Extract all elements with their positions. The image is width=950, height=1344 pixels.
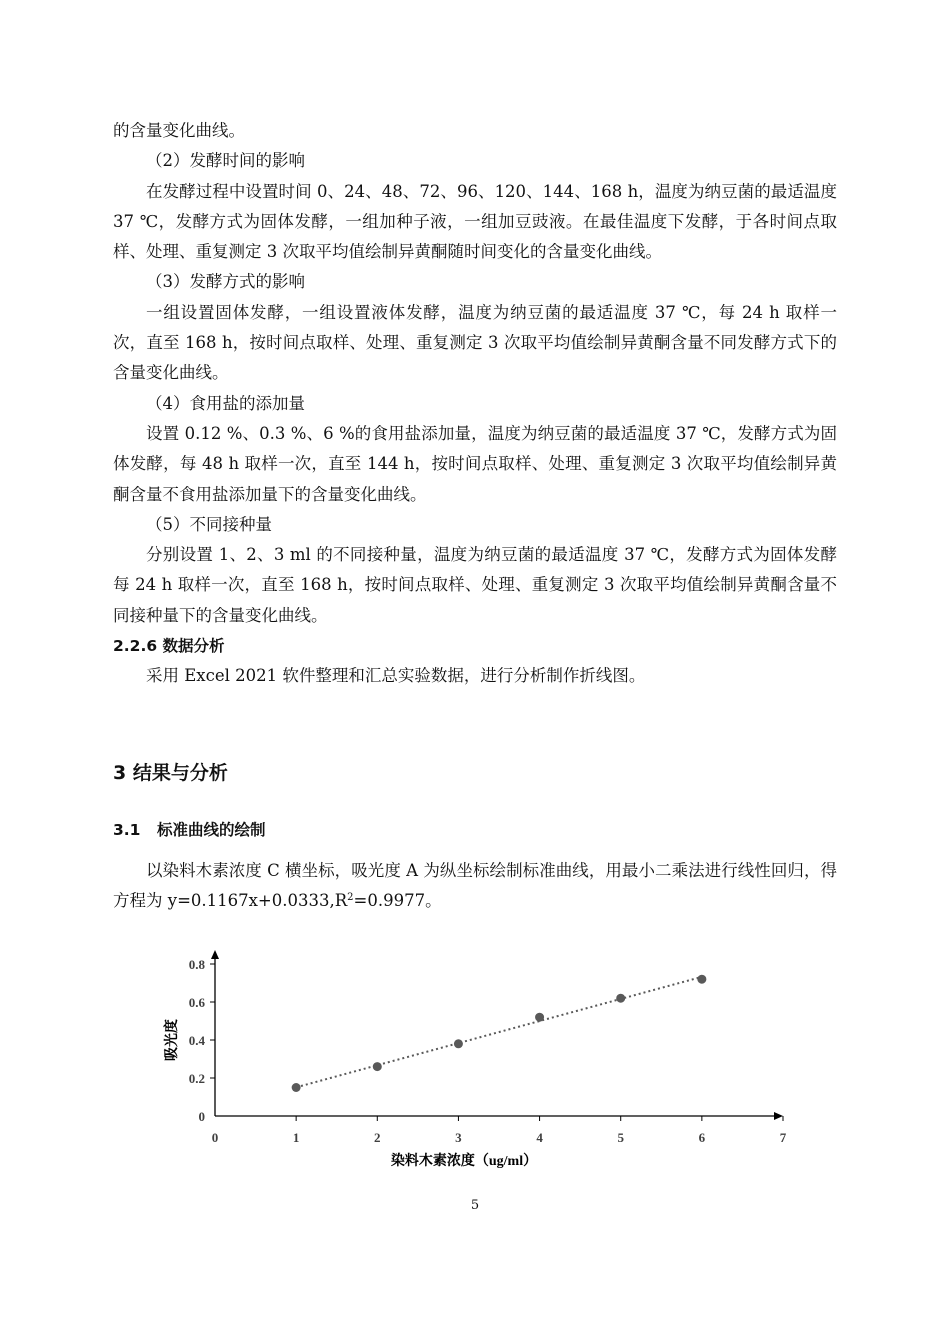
data-point (292, 1083, 301, 1092)
y-axis-label: 吸光度 (165, 1019, 180, 1061)
paragraph-fermentation-time: 在发酵过程中设置时间 0、24、48、72、96、120、144、168 h，温度为纳豆菌的最适温度 37 ℃，发酵方式为固体发酵，一组加种子液，一组加豆豉液。在最佳温度下发酵，于各时间点取样、处理、重复测定 3 次取平均值绘制异黄酮随时间变化的含量变化曲线。 (113, 181, 837, 262)
x-tick-label: 6 (698, 1130, 706, 1145)
x-axis-arrow (774, 1112, 783, 1120)
paragraph-fermentation-method: 一组设置固体发酵，一组设置液体发酵，温度为纳豆菌的最适温度 37 ℃，每 24 h 取样一次，直至 168 h，按时间点取样、处理、重复测定 3 次取平均值绘制异黄酮含量不同发酵方式下的含量变化曲线。 (113, 302, 837, 383)
subheading-inoculum: （5）不同接种量 (146, 514, 272, 534)
y-tick-label: 0 (198, 1109, 205, 1124)
data-point (535, 1013, 544, 1022)
data-point (697, 975, 706, 984)
x-tick-label: 1 (292, 1130, 300, 1145)
page-number: 5 (470, 1198, 480, 1213)
x-tick-label: 3 (455, 1130, 462, 1145)
paragraph-data-analysis: 采用 Excel 2021 软件整理和汇总实验数据，进行分析制作折线图。 (146, 666, 646, 686)
y-axis-arrow (211, 950, 219, 959)
x-axis-label: 染料木素浓度（ug/ml） (390, 1154, 538, 1169)
x-tick-label: 0 (211, 1130, 219, 1145)
x-tick-label: 4 (536, 1130, 543, 1145)
y-tick-label: 0.6 (188, 995, 205, 1010)
trendline (296, 977, 702, 1087)
x-tick-label: 7 (779, 1130, 787, 1145)
section-heading: 3 结果与分析 (113, 762, 228, 784)
x-tick-label: 2 (374, 1130, 381, 1145)
subsection-heading (113, 818, 266, 840)
y-tick-label: 0.2 (188, 1071, 205, 1086)
chart-trendline (296, 977, 702, 1087)
data-point (373, 1062, 382, 1071)
subheading-fermentation-method: （3）发酵方式的影响 (146, 272, 305, 292)
heading-data-analysis: 2.2.6 数据分析 (113, 637, 225, 656)
result-paragraph (113, 856, 837, 917)
result-text: 以染料木素浓度 C 横坐标，吸光度 A 为纵坐标绘制标准曲线，用最小二乘法进行线性回归，得方程为 y=0.1167x+0.0333,R (113, 861, 837, 911)
paragraph-continuation: 的含量变化曲线。 (113, 121, 245, 140)
data-point (454, 1039, 463, 1048)
paragraph-salt-amount: 设置 0.12 %、0.3 %、6 %的食用盐添加量，温度为纳豆菌的最适温度 37 ℃，发酵方式为固体发酵，每 48 h 取样一次，直至 144 h，按时间点取样、处理、重复测定 3 次取平均值绘制异黄酮含量不食用盐添加量下的含量变化曲线。 (113, 423, 837, 504)
body-text-block (113, 116, 837, 692)
subheading-fermentation-time: （2）发酵时间的影响 (146, 151, 305, 171)
data-point (616, 994, 625, 1003)
result-text-tail: =0.9977。 (353, 891, 442, 911)
chart-ticks (189, 957, 787, 1145)
standard-curve-chart (150, 950, 800, 1180)
y-tick-label: 0.4 (188, 1033, 205, 1048)
subsection-title: 标准曲线的绘制 (157, 821, 266, 839)
subheading-salt-amount: （4）食用盐的添加量 (146, 393, 305, 413)
paragraph-inoculum: 分别设置 1、2、3 ml 的不同接种量，温度为纳豆菌的最适温度 37 ℃，发酵方式为固体发酵每 24 h 取样一次，直至 168 h，按时间点取样、处理、重复测定 3 次取平均值绘制异黄酮含量不同接种量下的含量变化曲线。 (113, 545, 837, 625)
r-squared-superscript: 2 (347, 892, 354, 904)
subsection-number: 3.1 (113, 821, 141, 839)
chart-axes (211, 950, 783, 1120)
y-tick-label: 0.8 (188, 957, 205, 972)
x-tick-label: 5 (617, 1130, 624, 1145)
